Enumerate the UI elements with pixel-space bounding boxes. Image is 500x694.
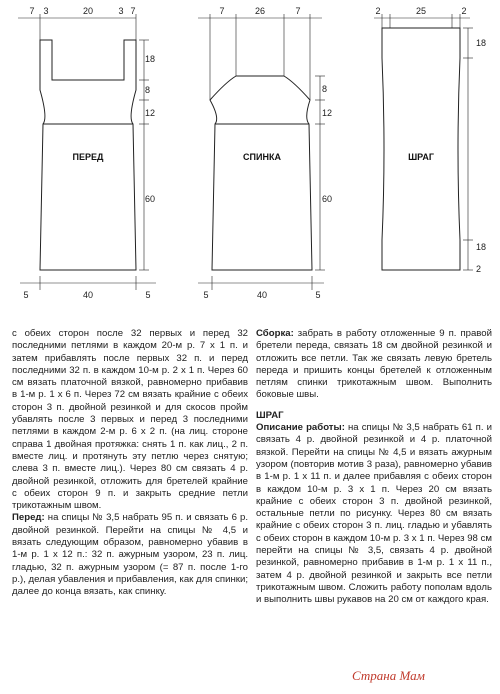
front-dim-bottom-2: 40 (82, 290, 94, 300)
scarf-body: на спицы № 3,5 набрать 61 п. и связать 4 р. двойной резинкой и 4 р. платочной вязкой. Перейти на спицы № 4,5 и вязать ажурным узором (повторив мотив 3 раза), равномерно убавив в 1-м р. 1 х 11 п. и далее прибавляя с обеих сторон в каждом 10-м р. 3 х 1 п. Через 20 см вязать крайние с обеих сторон 3 п. двойной резинкой, остальные петли по рисунку. Через 80 см вязать крайние с обеих сторон 3 п. лиц. гладью и убавлять с обеих сторон в каждом 10-м р. 3 х 1 п. Через 98 см перейти на спицы № 3,5, связать 4 р. двойной резинкой, равномерно прибавив в 1-м р. 1 х 11 п., затем 4 р. двойной резинкой и закрыть все петли трикотажным швом. Сложить работу пополам вдоль и выполнить швы рукавов на 20 см от каждого края. (256, 422, 493, 606)
front-dim-top-2: 3 (43, 6, 49, 16)
back-dim-top-1: 7 (219, 6, 225, 16)
scarf-dim-top-3: 2 (461, 6, 467, 16)
scarf-dim-side-3: 2 (476, 264, 482, 274)
front-dim-side-2: 8 (145, 85, 151, 95)
back-dim-bottom-3: 5 (315, 290, 321, 300)
back-dim-bottom-2: 40 (256, 290, 268, 300)
scarf-dim-top-2: 25 (415, 6, 427, 16)
scarf-label: ШРАГ (408, 152, 434, 162)
pattern-diagram (0, 0, 500, 320)
scarf-heading: ШРАГ (256, 409, 284, 421)
scarf-dim-top-1: 2 (375, 6, 381, 16)
front-dim-side-1: 18 (145, 54, 156, 64)
watermark: Страна Мам (352, 668, 425, 683)
scarf-desc-heading: Описание работы: (256, 422, 345, 434)
back-dim-bottom-1: 5 (203, 290, 209, 300)
front-heading: Перед: (12, 512, 45, 524)
paragraph-assembly (256, 328, 492, 402)
front-dim-side-4: 60 (145, 194, 156, 204)
front-dim-top-3: 20 (82, 6, 94, 16)
text-column-left (12, 328, 248, 599)
paragraph-scarf (256, 422, 492, 606)
back-dim-top-2: 26 (254, 6, 266, 16)
back-dim-side-3: 60 (322, 194, 333, 204)
paragraph-back-continued: с обеих сторон после 32 первых и перед 32 последними петлями в каждом 20-м р. 7 х 1 п. и затем прибавлять после первых 32 п. и перед последними 32 п. в каждом 10-м р. 2 х 1 п. Через 60 см вязать платочной вязкой, равномерно прибавив в 1-м р. 1 х 6 п. Через 72 см вязать крайние с обеих сторон 3 п. двойной резинкой и для скосов пройм убавлять после 3 первых и перед 3 последними петлями в каждом 2-м р. 6 х 2 п. (на лиц. стороне справа 1 двойная протяжка: снять 1 п. как лиц., 2 п. вместе лиц. и протянуть эту петлю через снятую; слева 3 п. вместе лиц.). Через 80 см связать 4 р. двойной резинкой, отложить для бретелей крайние с обеих сторон 9 п. и закрыть средние петли трикотажным швом. (12, 328, 248, 512)
scarf-dim-side-2: 18 (476, 242, 487, 252)
front-dim-top-4: 3 (118, 6, 124, 16)
front-label: ПЕРЕД (72, 152, 104, 162)
front-dim-top-5: 7 (130, 6, 136, 16)
front-dim-bottom-1: 5 (23, 290, 29, 300)
text-column-right (256, 328, 492, 607)
scarf-piece (374, 14, 473, 270)
front-dim-bottom-3: 5 (145, 290, 151, 300)
scarf-dim-side-1: 18 (476, 38, 487, 48)
paragraph-front (12, 512, 248, 598)
back-dim-top-3: 7 (295, 6, 301, 16)
assembly-heading: Сборка: (256, 328, 294, 339)
back-dim-side-2: 12 (322, 108, 333, 118)
front-dim-top-1: 7 (29, 6, 35, 16)
back-label: СПИНКА (243, 152, 281, 162)
front-body: на спицы № 3,5 набрать 95 п. и связать 6 р. двойной резинкой. Перейти на спицы № 4,5 и вязать следующим образом, равномерно убавив в 1-м р. 1 х 12 п.: 32 п. ажурным узором, 23 п. лиц. гладью, 32 п. ажурным узором (= 87 п. после 1-го р.), делая убавления и прибавления, как для спинки; далее до конца вязать, как спинку. (12, 512, 248, 598)
back-dim-side-1: 8 (322, 84, 328, 94)
front-dim-side-3: 12 (145, 108, 156, 118)
assembly-body: забрать в работу отложенные 9 п. правой бретели переда, связать 18 см двойной резинкой и отложить все петли. Так же связать левую бретель переда и пришить концы бретелей к отложенным петлям спинки трикотажным швом. Выполнить боковые швы. (256, 328, 492, 401)
